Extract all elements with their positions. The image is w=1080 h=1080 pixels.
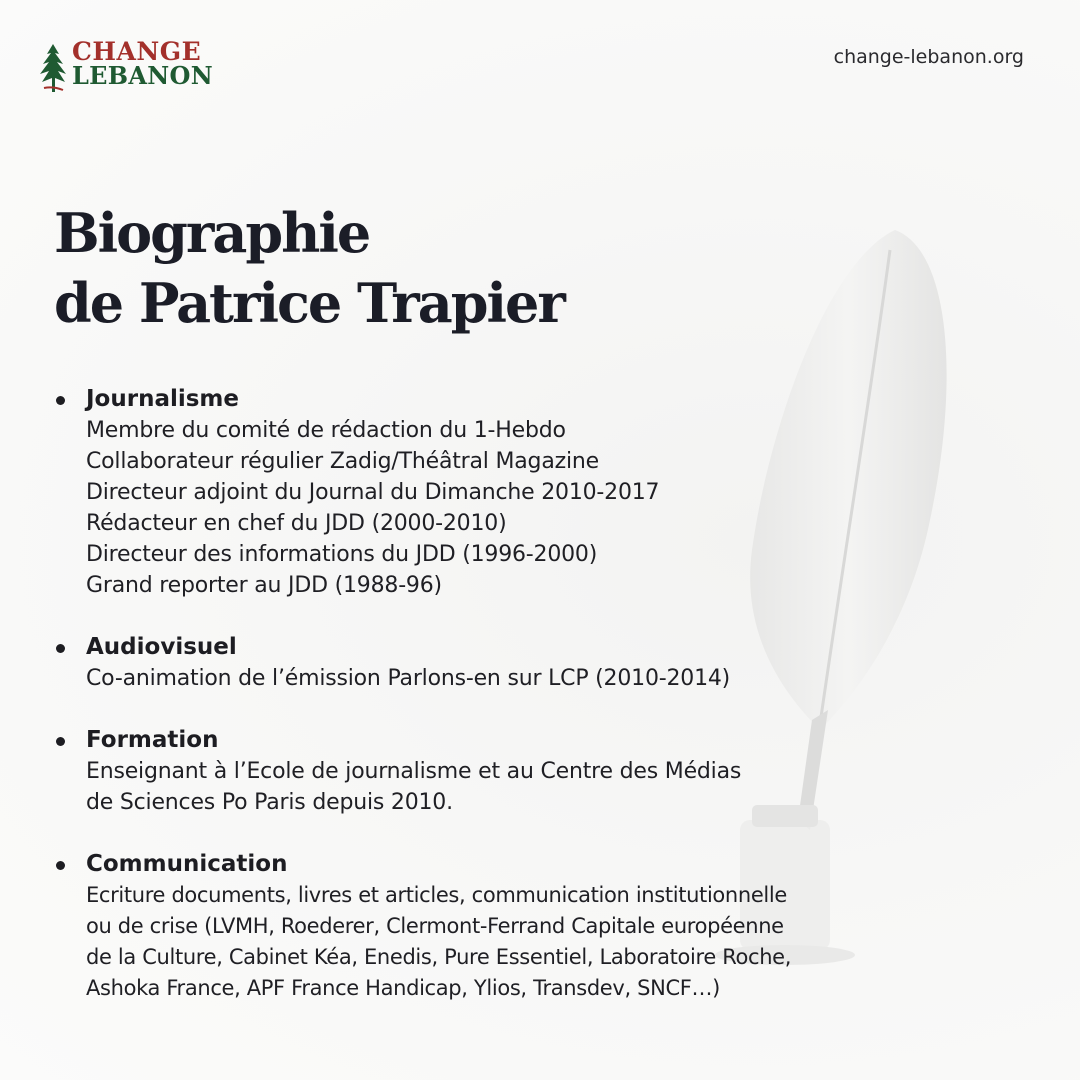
- logo-text-change: CHANGE: [72, 37, 202, 66]
- section-line: ou de crise (LVMH, Roederer, Clermont-Ferrand Capitale européenne: [86, 914, 784, 938]
- section-line: Ecriture documents, livres et articles, communication institutionnelle: [86, 883, 787, 907]
- section-line: Enseignant à l’Ecole de journalisme et au Centre des Médias: [86, 759, 742, 784]
- section-line: Grand reporter au JDD (1988-96): [86, 573, 442, 598]
- section-journalisme: [56, 384, 1016, 601]
- section-communication: [56, 849, 1016, 1004]
- bullet-dot-icon: [56, 861, 65, 870]
- section-line: Directeur des informations du JDD (1996-2000): [86, 542, 598, 567]
- biography-sections: [56, 384, 1016, 1035]
- section-line: de la Culture, Cabinet Kéa, Enedis, Pure Essentiel, Laboratoire Roche,: [86, 945, 792, 969]
- section-formation: [56, 725, 1016, 818]
- section-line: de Sciences Po Paris depuis 2010.: [86, 790, 453, 815]
- page-title: [54, 198, 564, 338]
- title-line-1: Biographie: [54, 201, 370, 265]
- cedar-tree-icon: [38, 42, 68, 96]
- section-line: Collaborateur régulier Zadig/Théâtral Magazine: [86, 449, 599, 474]
- section-title: Communication: [86, 851, 288, 877]
- section-title: Audiovisuel: [86, 634, 237, 660]
- logo-text-lebanon: LEBANON: [72, 61, 213, 90]
- bullet-dot-icon: [56, 396, 65, 405]
- bullet-dot-icon: [56, 737, 65, 746]
- change-lebanon-logo: [38, 37, 218, 100]
- section-line: Membre du comité de rédaction du 1-Hebdo: [86, 418, 566, 443]
- section-line: Rédacteur en chef du JDD (2000-2010): [86, 511, 507, 536]
- section-line: Co-animation de l’émission Parlons-en sur LCP (2010-2014): [86, 666, 731, 691]
- section-title: Formation: [86, 727, 219, 753]
- title-line-2: de Patrice Trapier: [54, 271, 564, 335]
- site-url: change-lebanon.org: [833, 46, 1024, 68]
- section-title: Journalisme: [86, 386, 239, 412]
- section-line: Directeur adjoint du Journal du Dimanche 2010-2017: [86, 480, 660, 505]
- section-audiovisuel: [56, 632, 1016, 694]
- bullet-dot-icon: [56, 644, 65, 653]
- section-line: Ashoka France, APF France Handicap, Ylios, Transdev, SNCF…): [86, 976, 720, 1000]
